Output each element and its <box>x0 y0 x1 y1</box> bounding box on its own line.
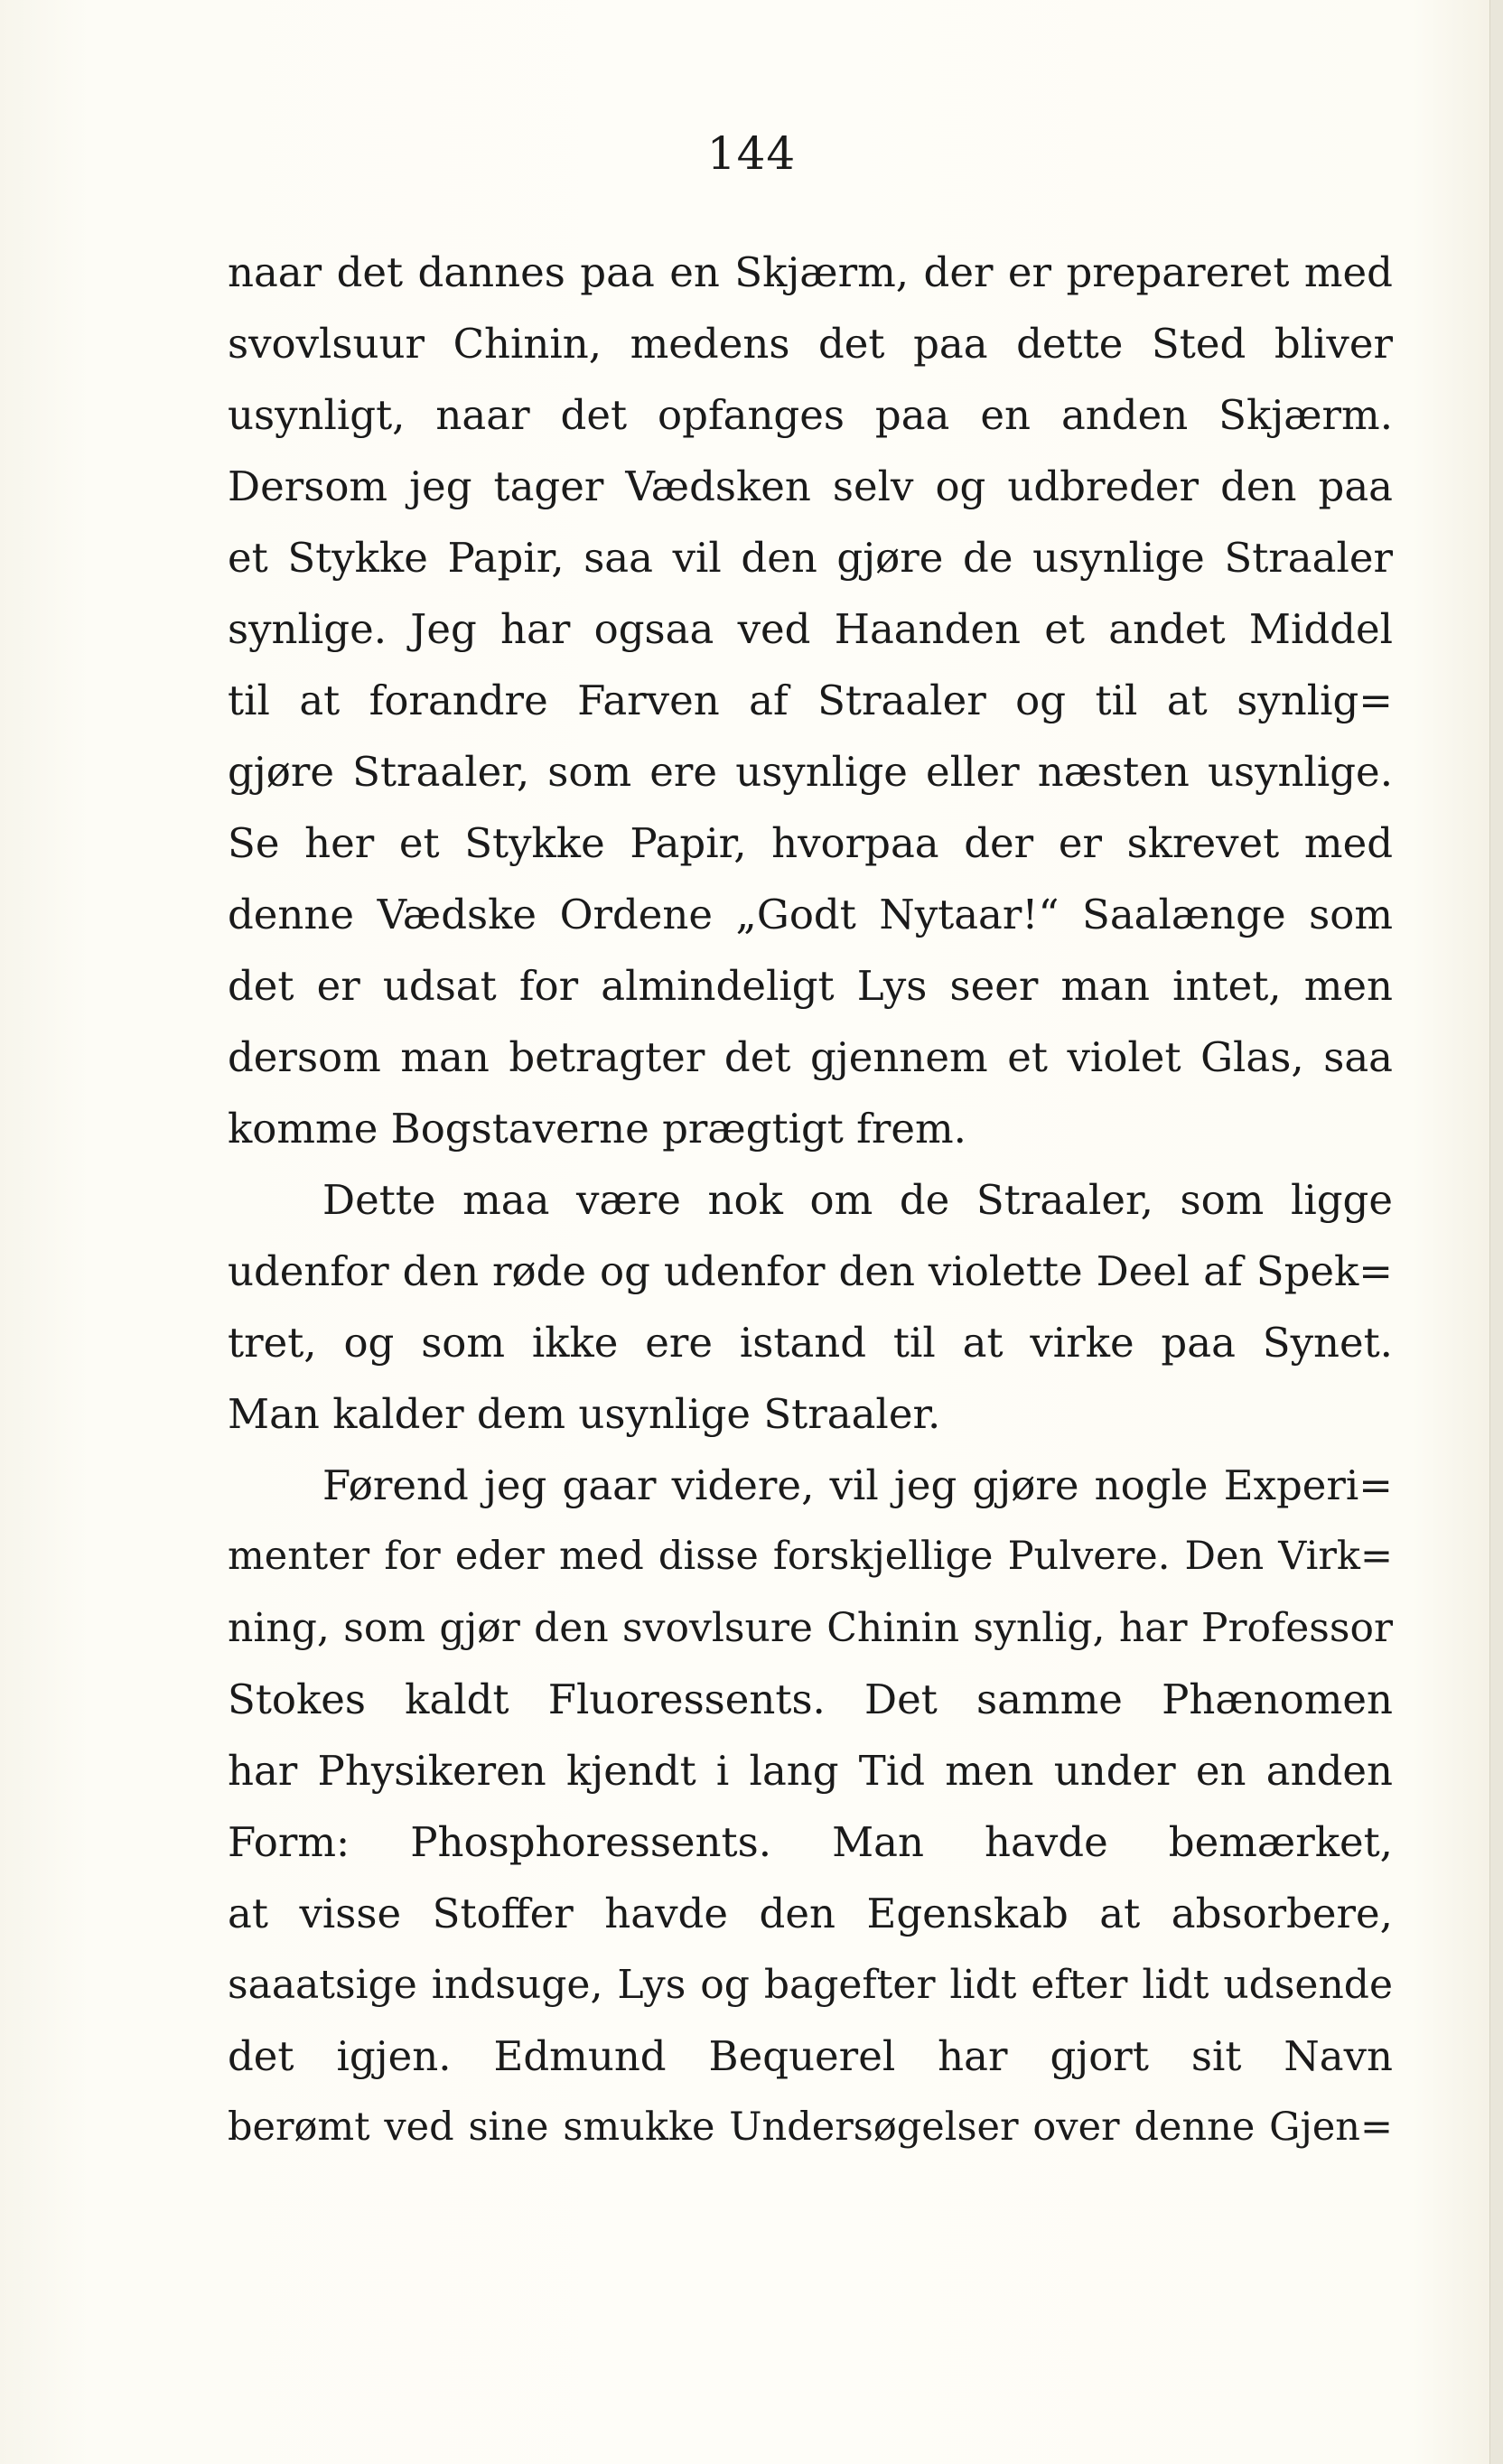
page-edge <box>1489 0 1503 2464</box>
text-line: ning, som gjør den svovlsure Chinin synlig, har Professor <box>228 1605 1393 1651</box>
text-line: til at forandre Farven af Straaler og til at synlig= <box>228 677 1393 724</box>
text-line: denne Vædske Ordene „Godt Nytaar!“ Saalænge som <box>228 891 1393 938</box>
text-line: Førend jeg gaar videre, vil jeg gjøre nogle Experi= <box>322 1461 1393 1509</box>
text-line: har Physikeren kjendt i lang Tid men under en anden <box>228 1747 1393 1795</box>
text-line: Form: Phosphoressents. Man havde bemærket, <box>228 1818 1393 1866</box>
text-line: et Stykke Papir, saa vil den gjøre de usynlige Straaler <box>228 534 1393 582</box>
text-line: synlige. Jeg har ogsaa ved Haanden et andet Middel <box>228 605 1393 653</box>
text-line: Stokes kaldt Fluoressents. Det samme Phænomen <box>228 1675 1393 1723</box>
text-line: det igjen. Edmund Bequerel har gjort sit Navn <box>228 2032 1393 2080</box>
text-line: usynligt, naar det opfanges paa en anden Skjærm. <box>228 391 1393 439</box>
body-text <box>228 237 1393 2163</box>
text-line: naar det dannes paa en Skjærm, der er prepareret med <box>228 248 1393 296</box>
text-line: berømt ved sine smukke Undersøgelser over denne Gjen= <box>228 2105 1393 2150</box>
text-line: tret, og som ikke ere istand til at virke paa Synet. <box>228 1319 1393 1367</box>
text-line: udenfor den røde og udenfor den violette Deel af Spek= <box>228 1247 1393 1295</box>
text-line: det er udsat for almindeligt Lys seer man intet, men <box>228 962 1393 1010</box>
text-line: menter for eder med disse forskjellige Pulvere. Den Virk= <box>228 1534 1393 1579</box>
text-line: at visse Stoffer havde den Egenskab at absorbere, <box>228 1890 1393 1937</box>
page-number: 144 <box>706 127 797 180</box>
text-line: Man kalder dem usynlige Straaler. <box>228 1390 941 1438</box>
text-line: saaatsige indsuge, Lys og bagefter lidt efter lidt udsende <box>228 1962 1393 2008</box>
text-line: gjøre Straaler, som ere usynlige eller næsten usynlige. <box>228 748 1393 796</box>
text-line: Dette maa være nok om de Straaler, som ligge <box>322 1176 1393 1224</box>
text-line: dersom man betragter det gjennem et violet Glas, saa <box>228 1033 1393 1081</box>
text-line: Se her et Stykke Papir, hvorpaa der er skrevet med <box>228 819 1393 867</box>
text-line: komme Bogstaverne prægtigt frem. <box>228 1105 966 1153</box>
text-line: Dersom jeg tager Vædsken selv og udbreder den paa <box>228 462 1393 510</box>
text-line: svovlsuur Chinin, medens det paa dette Sted bliver <box>228 320 1393 368</box>
